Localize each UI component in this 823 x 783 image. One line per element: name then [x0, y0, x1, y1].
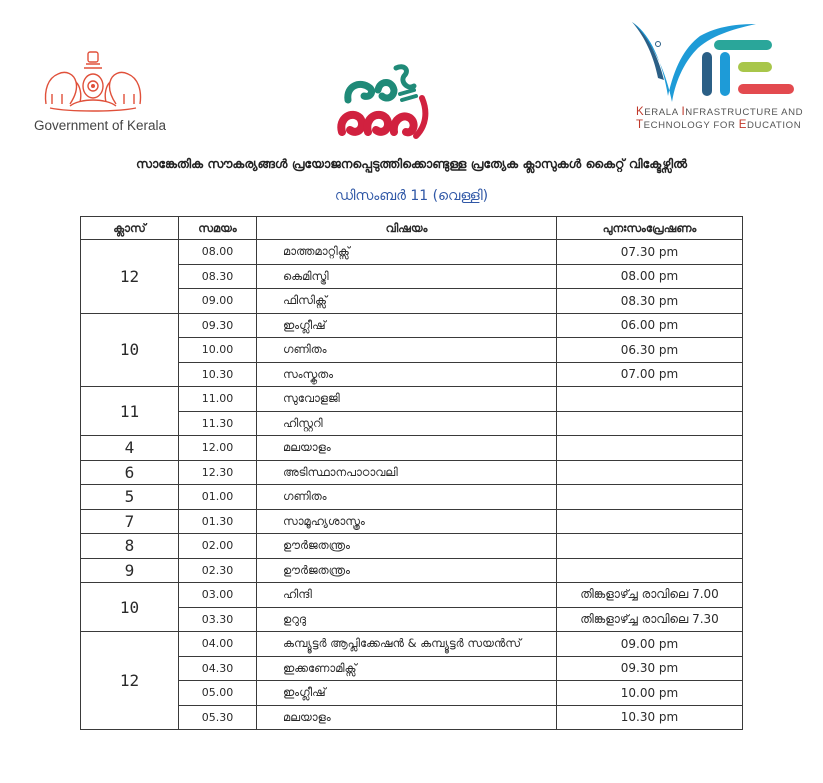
time-cell: 02.30 — [179, 558, 257, 583]
class-cell: 10 — [81, 583, 179, 632]
time-cell: 08.00 — [179, 240, 257, 265]
class-cell: 4 — [81, 436, 179, 461]
class-cell: 12 — [81, 632, 179, 730]
rebroadcast-cell: 06.00 pm — [557, 313, 743, 338]
table-row — [81, 264, 743, 289]
subject-cell: ഗണിതം — [257, 485, 557, 510]
rebroadcast-cell: 08.30 pm — [557, 289, 743, 314]
table-header-row — [81, 217, 743, 240]
column-header-subject: വിഷയം — [257, 217, 557, 240]
rebroadcast-cell: 09.30 pm — [557, 656, 743, 681]
rebroadcast-cell: തിങ്കളാഴ്ച്ച രാവിലെ 7.30 — [557, 607, 743, 632]
time-cell: 01.30 — [179, 509, 257, 534]
time-cell: 03.00 — [179, 583, 257, 608]
class-cell: 6 — [81, 460, 179, 485]
table-row — [81, 313, 743, 338]
schedule-body — [81, 240, 743, 730]
subject-cell: സാമൂഹ്യശാസ്ത്രം — [257, 509, 557, 534]
subject-cell: മലയാളം — [257, 436, 557, 461]
table-row — [81, 411, 743, 436]
class-cell: 8 — [81, 534, 179, 559]
table-row — [81, 509, 743, 534]
table-row — [81, 387, 743, 412]
column-header-class: ക്ലാസ് — [81, 217, 179, 240]
schedule-table — [80, 216, 743, 730]
first-bell-logo — [330, 60, 440, 150]
time-cell: 09.00 — [179, 289, 257, 314]
subject-cell: അടിസ്ഥാനപാഠാവലി — [257, 460, 557, 485]
column-header-time: സമയം — [179, 217, 257, 240]
class-cell: 9 — [81, 558, 179, 583]
kite-full-name — [636, 106, 803, 132]
time-cell: 03.30 — [179, 607, 257, 632]
rebroadcast-cell — [557, 436, 743, 461]
subject-cell: ഉറുദു — [257, 607, 557, 632]
subject-cell: ഇംഗ്ലീഷ് — [257, 313, 557, 338]
subject-cell: ഹിന്ദി — [257, 583, 557, 608]
subject-cell: ഗണിതം — [257, 338, 557, 363]
subject-cell: കമ്പ്യൂട്ടർ ആപ്ലിക്കേഷൻ & കമ്പ്യൂട്ടർ സയൻസ് — [257, 632, 557, 657]
table-row — [81, 632, 743, 657]
rebroadcast-cell — [557, 387, 743, 412]
kite-logo — [628, 18, 808, 133]
table-row — [81, 362, 743, 387]
subject-cell: മാത്തമാറ്റിക്സ് — [257, 240, 557, 265]
table-row — [81, 705, 743, 730]
kerala-emblem-icon — [40, 46, 146, 116]
rebroadcast-cell: 07.30 pm — [557, 240, 743, 265]
rebroadcast-cell — [557, 558, 743, 583]
government-of-kerala-label: Government of Kerala — [33, 118, 167, 133]
time-cell: 12.00 — [179, 436, 257, 461]
time-cell: 11.30 — [179, 411, 257, 436]
table-row — [81, 583, 743, 608]
class-cell: 5 — [81, 485, 179, 510]
rebroadcast-cell: 07.00 pm — [557, 362, 743, 387]
rebroadcast-cell — [557, 485, 743, 510]
subject-cell: മലയാളം — [257, 705, 557, 730]
subject-cell: ഇംഗ്ലീഷ് — [257, 681, 557, 706]
time-cell: 01.00 — [179, 485, 257, 510]
time-cell: 02.00 — [179, 534, 257, 559]
table-row — [81, 656, 743, 681]
time-cell: 04.30 — [179, 656, 257, 681]
time-cell: 05.00 — [179, 681, 257, 706]
first-bell-logo-icon — [330, 60, 440, 150]
table-row — [81, 460, 743, 485]
rebroadcast-cell: 10.00 pm — [557, 681, 743, 706]
subject-cell: ഫിസിക്സ് — [257, 289, 557, 314]
rebroadcast-cell — [557, 534, 743, 559]
subject-cell: കെമിസ്ട്രി — [257, 264, 557, 289]
kite-name-line-1: KERALA INFRASTRUCTURE AND — [636, 106, 804, 118]
table-row — [81, 534, 743, 559]
rebroadcast-cell: തിങ്കളാഴ്ച്ച രാവിലെ 7.00 — [557, 583, 743, 608]
table-row — [81, 338, 743, 363]
time-cell: 09.30 — [179, 313, 257, 338]
time-cell: 08.30 — [179, 264, 257, 289]
rebroadcast-cell: 08.00 pm — [557, 264, 743, 289]
table-row — [81, 436, 743, 461]
rebroadcast-cell: 06.30 pm — [557, 338, 743, 363]
subject-cell: ഹിസ്റ്ററി — [257, 411, 557, 436]
table-row — [81, 485, 743, 510]
table-row — [81, 558, 743, 583]
rebroadcast-cell: 09.00 pm — [557, 632, 743, 657]
subject-cell: ഊർജതന്ത്രം — [257, 558, 557, 583]
rebroadcast-cell: 10.30 pm — [557, 705, 743, 730]
subject-cell: ഇക്കണോമിക്സ് — [257, 656, 557, 681]
class-cell: 12 — [81, 240, 179, 314]
subject-cell: സംസ്കൃതം — [257, 362, 557, 387]
kite-name-line-2: TECHNOLOGY FOR EDUCATION — [636, 119, 802, 131]
rebroadcast-cell — [557, 460, 743, 485]
table-row — [81, 681, 743, 706]
schedule-date: ഡിസംബർ 11 (വെള്ളി) — [334, 188, 489, 204]
time-cell: 11.00 — [179, 387, 257, 412]
time-cell: 05.30 — [179, 705, 257, 730]
kite-logo-icon — [628, 18, 808, 106]
schedule-title: സാങ്കേതിക സൗകര്യങ്ങൾ പ്രയോജനപ്പെടുത്തിക്കൊണ്ടുള്ള പ്രത്യേക ക്ലാസുകൾ കൈറ്റ് വിക്ടേഴ്സിൽ — [135, 156, 688, 171]
subject-cell: ഊർജതന്ത്രം — [257, 534, 557, 559]
column-header-rebroadcast: പുനഃസംപ്രേഷണം — [557, 217, 743, 240]
rebroadcast-cell — [557, 411, 743, 436]
government-of-kerala-logo — [30, 40, 170, 140]
time-cell: 10.30 — [179, 362, 257, 387]
table-row — [81, 289, 743, 314]
rebroadcast-cell — [557, 509, 743, 534]
time-cell: 04.00 — [179, 632, 257, 657]
time-cell: 12.30 — [179, 460, 257, 485]
table-row — [81, 240, 743, 265]
class-cell: 11 — [81, 387, 179, 436]
table-row — [81, 607, 743, 632]
time-cell: 10.00 — [179, 338, 257, 363]
class-cell: 7 — [81, 509, 179, 534]
class-cell: 10 — [81, 313, 179, 387]
subject-cell: സുവോളജി — [257, 387, 557, 412]
